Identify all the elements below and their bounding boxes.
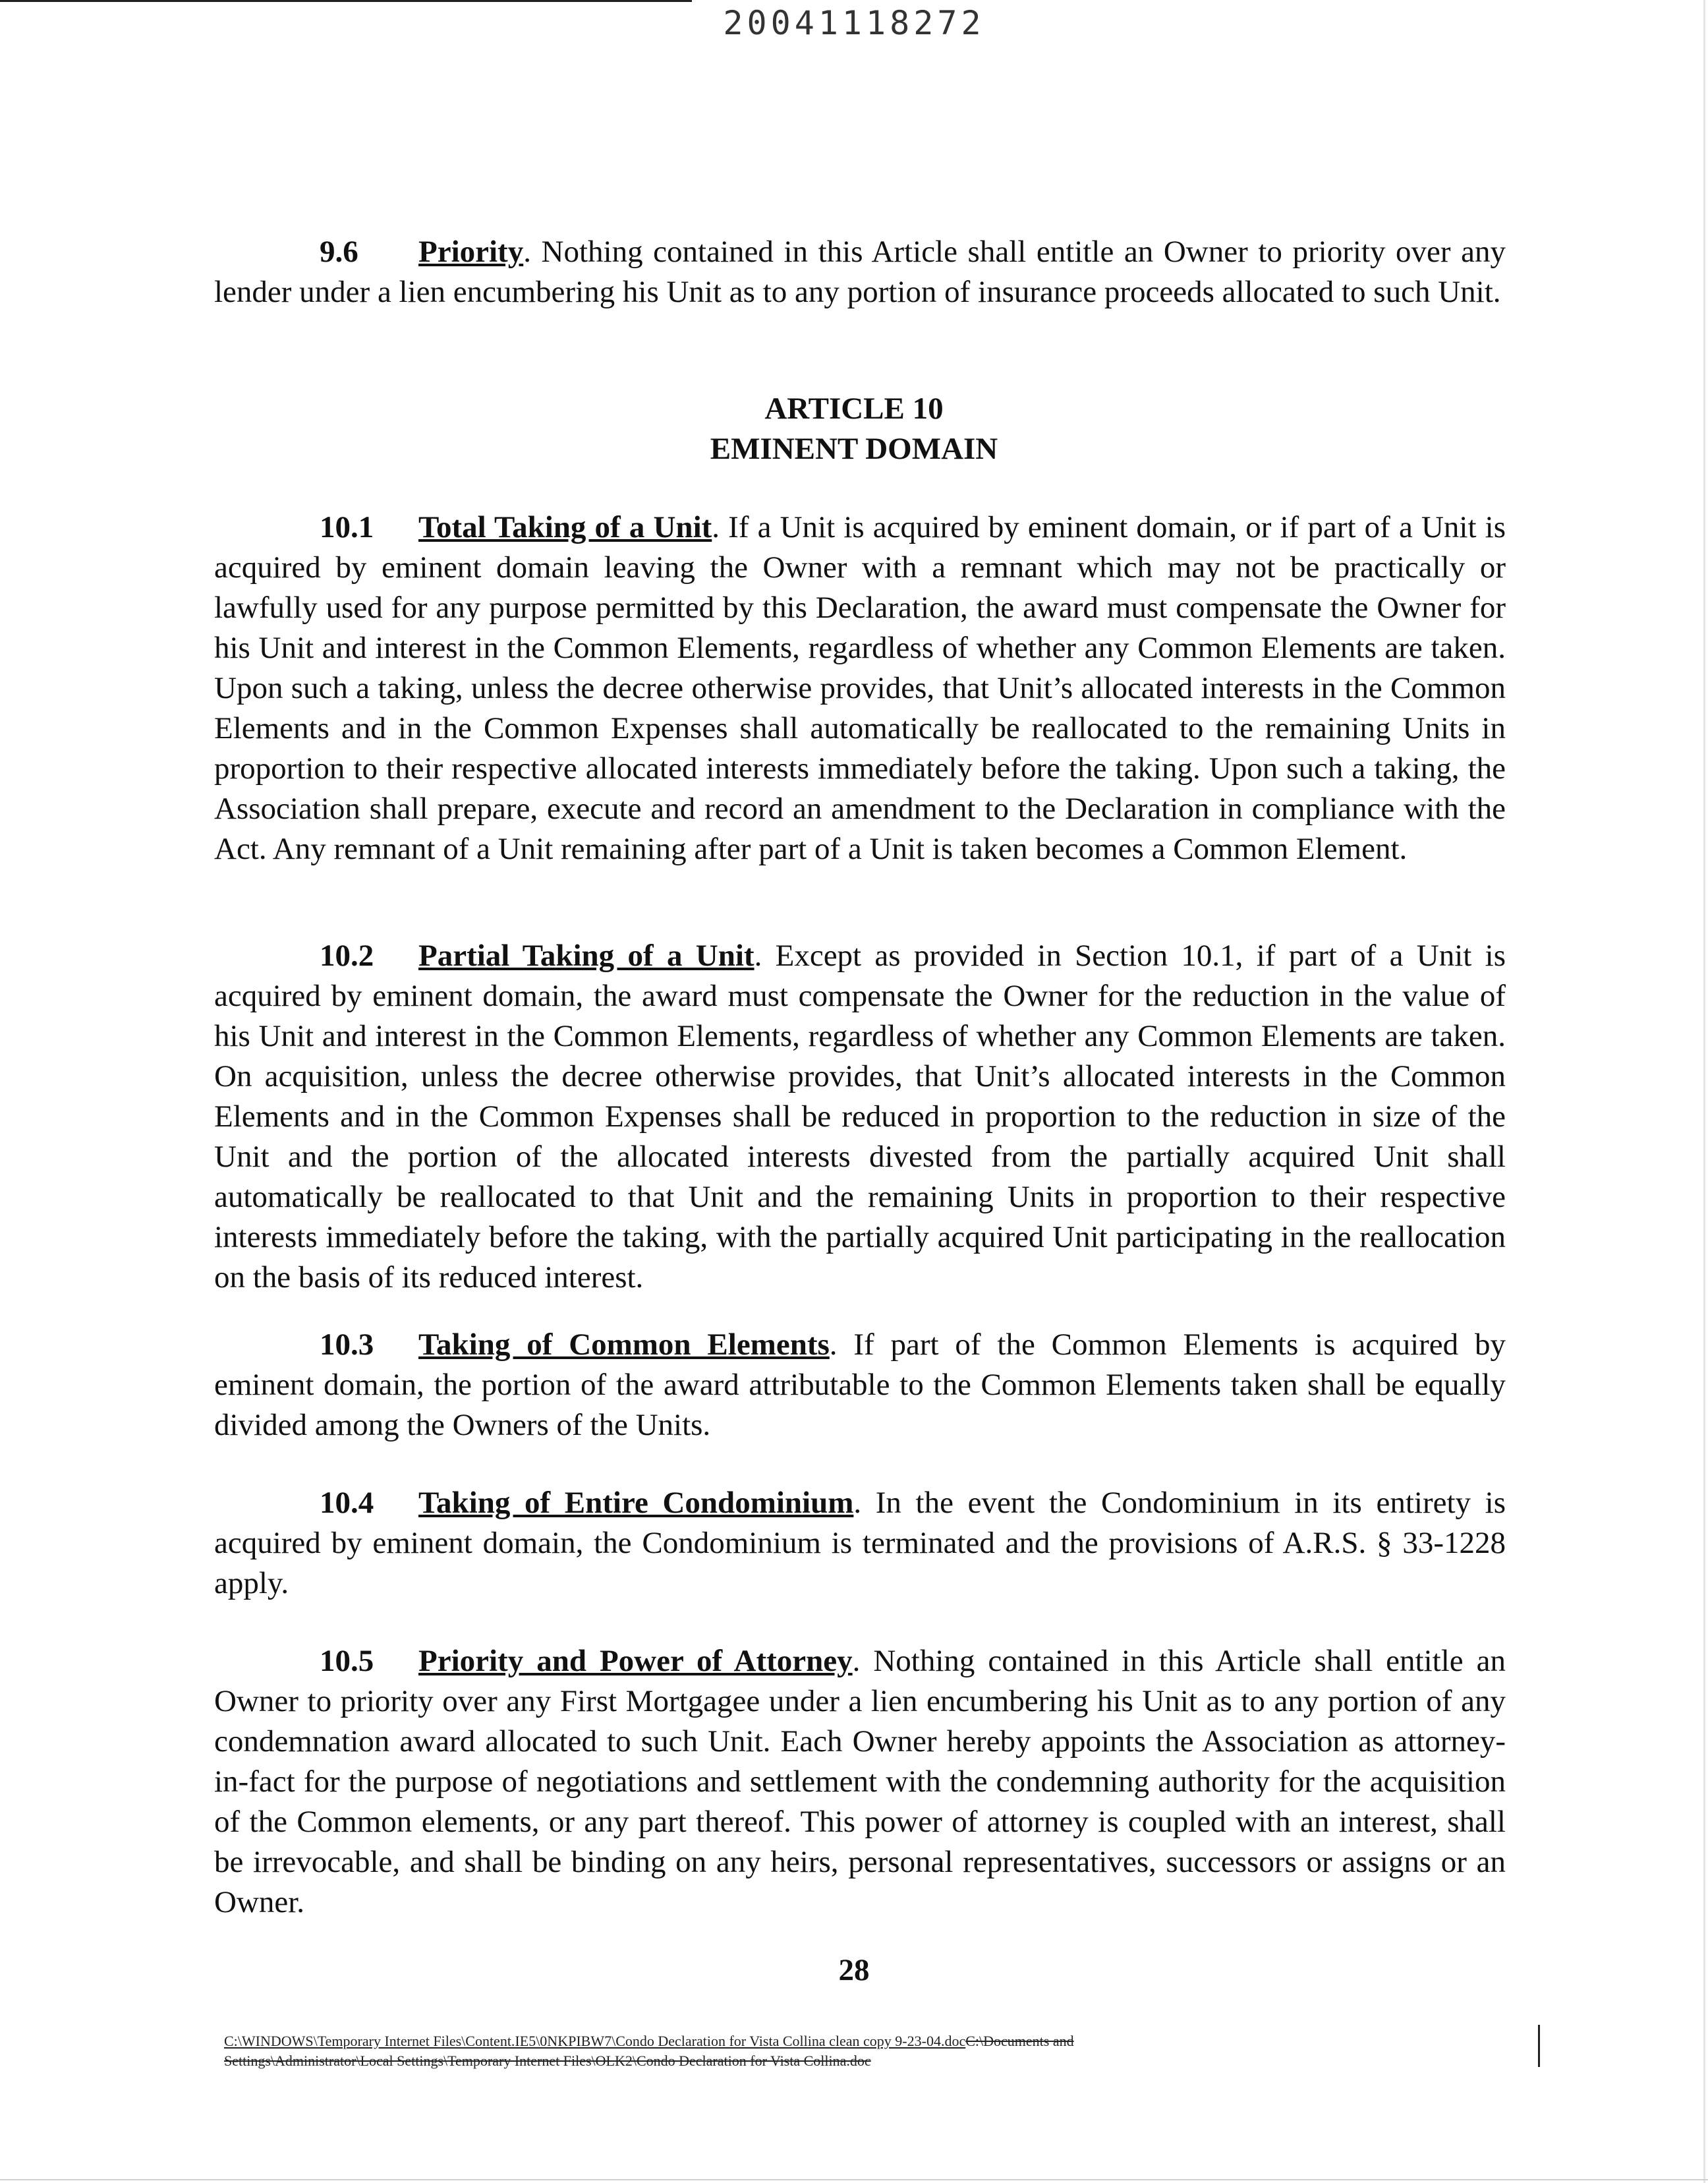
section-text: . Nothing contained in this Article shall entitle an Owner to priority over any First Mortgagee under a lien encumbering his Unit as to any portion of any condemnation award allocated to such Unit. Each Owner hereby appoints the Association as attorney-in-fact for the purpose of negotiations and settlement with the condemning authority for the acquisition of the Common elements, or any part thereof. This power of attorney is coupled with an interest, shall be irrevocable, and shall be binding on any heirs, personal representatives, successors or assigns or an Owner. bbox=[214, 1644, 1506, 1919]
section-heading: Taking of Common Elements bbox=[418, 1327, 830, 1362]
article-heading bbox=[0, 389, 1708, 469]
section-number: 10.1 bbox=[320, 510, 374, 544]
article-title: EMINENT DOMAIN bbox=[710, 432, 998, 466]
section-10-5 bbox=[214, 1641, 1506, 1923]
margin-mark bbox=[1538, 2025, 1540, 2067]
document-number: 20041118272 bbox=[723, 4, 985, 42]
scan-edge-bottom bbox=[0, 2179, 1708, 2180]
section-10-1 bbox=[214, 508, 1506, 869]
section-number: 10.3 bbox=[320, 1327, 374, 1362]
footer-file-path bbox=[224, 2031, 1344, 2071]
section-10-2 bbox=[214, 936, 1506, 1298]
section-text: . Except as provided in Section 10.1, if part of a Unit is acquired by eminent domain, the award must compensate the Owner for the reduction in the value of his Unit and interest in the Common Elements, regardless of whether any Common Elements are taken. On acquisition, unless the decree otherwise provides, that Unit’s allocated interests in the Common Elements and in the Common Expenses shall be reduced in proportion to the reduction in size of the Unit and the portion of the allocated interests divested from the partially acquired Unit shall automatically be reallocated to that Unit and the remaining Units in proportion to their respective interests immediately before the taking, with the partially acquired Unit participating in the reallocation on the basis of its reduced interest. bbox=[214, 939, 1506, 1295]
section-number: 10.4 bbox=[320, 1486, 374, 1520]
section-text: . If a Unit is acquired by eminent domain, or if part of a Unit is acquired by eminent domain leaving the Owner with a remnant which may not be practically or lawfully used for any purpose permitted by this Declaration, the award must compensate the Owner for his Unit and interest in the Common Elements, regardless of whether any Common Elements are taken. Upon such a taking, unless the decree otherwise provides, that Unit’s allocated interests in the Common Elements and in the Common Expenses shall automatically be reallocated to the remaining Units in proportion to their respective allocated interests immediately before the taking. Upon such a taking, the Association shall prepare, execute and record an amendment to the Declaration in compliance with the Act. Any remnant of a Unit remaining after part of a Unit is taken becomes a Common Element. bbox=[214, 510, 1506, 866]
section-text: . If part of the Common Elements is acquired by eminent domain, the portion of the award attributable to the Common Elements taken shall be equally divided among the Owners of the Units. bbox=[214, 1327, 1506, 1442]
scan-edge bbox=[1703, 0, 1705, 2183]
article-label: ARTICLE 10 bbox=[764, 392, 944, 426]
section-number: 10.5 bbox=[320, 1644, 374, 1678]
section-text: . In the event the Condominium in its entirety is acquired by eminent domain, the Condominium is terminated and the provisions of A.R.S. § 33-1228 apply. bbox=[214, 1486, 1506, 1600]
section-heading: Priority bbox=[418, 235, 524, 269]
footer-path-current: C:\WINDOWS\Temporary Internet Files\Content.IE5\0NKPIBW7\Condo Declaration for Vista Collina clean copy 9-23-04.doc bbox=[224, 2033, 966, 2049]
page-number: 28 bbox=[838, 1953, 870, 1987]
section-10-4 bbox=[214, 1483, 1506, 1604]
section-text: . Nothing contained in this Article shall entitle an Owner to priority over any lender under a lien encumbering his Unit as to any portion of insurance proceeds allocated to such Unit. bbox=[214, 235, 1506, 309]
section-number: 10.2 bbox=[320, 939, 374, 973]
footer-path-struck-1: C:\Documents and bbox=[965, 2033, 1074, 2049]
section-heading: Taking of Entire Condominium bbox=[418, 1486, 854, 1520]
section-heading: Partial Taking of a Unit bbox=[418, 939, 754, 973]
section-heading: Total Taking of a Unit bbox=[418, 510, 712, 544]
section-number: 9.6 bbox=[320, 235, 358, 269]
section-heading: Priority and Power of Attorney bbox=[418, 1644, 853, 1678]
section-10-3 bbox=[214, 1325, 1506, 1445]
section-9-6 bbox=[214, 232, 1506, 312]
top-rule bbox=[0, 0, 692, 2]
footer-path-struck-2: Settings\Administrator\Local Settings\Temporary Internet Files\OLK2\Condo Declaration for Vista Collina.doc bbox=[224, 2052, 871, 2069]
